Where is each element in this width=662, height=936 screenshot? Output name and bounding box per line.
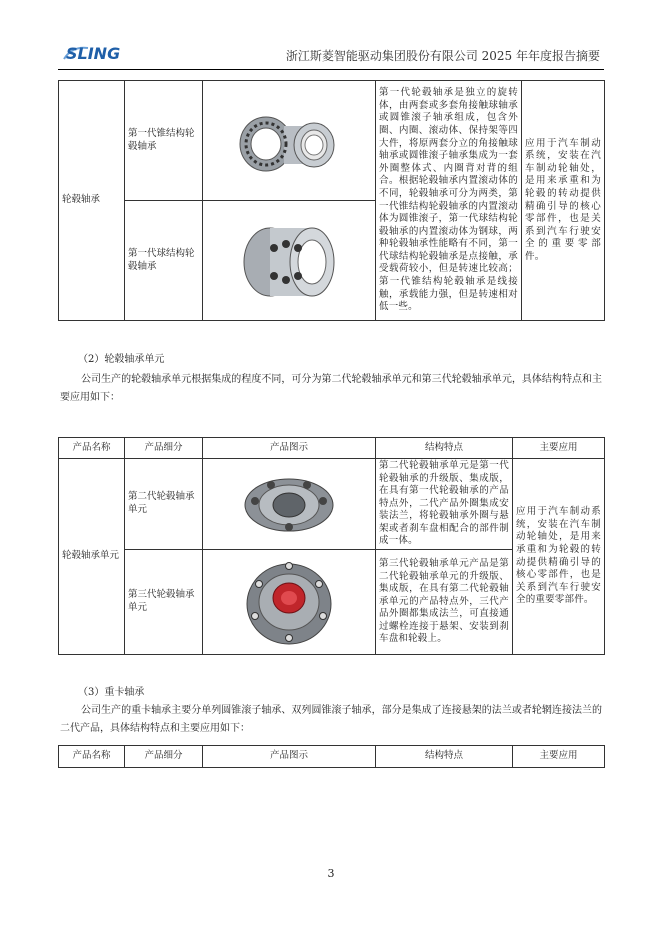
product-name-cell: 轮毂轴承 (59, 81, 125, 321)
structure-features-cell: 第二代轮毂轴承单元是第一代轮毂轴承的升级版、集成版，在具有第一代轮毂轴承的产品特点外，二代产品外圈集成安装法兰，将轮毂轴承外圈与悬架或者刹车盘相配合的部件制成一体。 (376, 459, 513, 550)
heavy-truck-bearing-table (58, 745, 605, 768)
header-subcategory: 产品细分 (125, 746, 203, 768)
ball-wheel-bearing-image (203, 201, 376, 321)
header-image: 产品图示 (203, 746, 376, 768)
header-product-name: 产品名称 (59, 746, 125, 768)
main-application-cell: 应用于汽车制动系统，安装在汽车制动轮轴处，是用来承重和为轮毂的转动提供精确引导的核心零部件，也是关系到汽车行驶安全的重要零部件。 (522, 81, 605, 321)
report-title: 浙江斯菱智能驱动集团股份有限公司 2025 年年度报告摘要 (285, 49, 600, 63)
tapered-wheel-bearing-image (203, 81, 376, 201)
header-structure: 结构特点 (376, 438, 513, 459)
gen2-hub-bearing-unit-image (203, 459, 376, 550)
svg-text:SLING: SLING (66, 44, 121, 62)
wheel-bearing-table (58, 80, 605, 321)
section-paragraph: 公司生产的轮毂轴承单元根据集成的程度不同，可分为第二代轮毂轴承单元和第三代轮毂轴承单元，具体结构特点和主要应用如下： (60, 374, 602, 403)
subcategory-cell: 第一代锥结构轮毂轴承 (125, 81, 203, 201)
header-image: 产品图示 (203, 438, 376, 459)
structure-features-cell: 第三代轮毂轴承单元产品是第二代轮毂轴承单元的升级版、集成版，在具有第二代轮毂轴承单元的产品特点外，三代产品外圈都集成法兰，可直接通过螺栓连接于悬架、安装到刹车盘和轮毂上。 (376, 550, 513, 655)
header-subcategory: 产品细分 (125, 438, 203, 459)
hub-bearing-unit-table (58, 437, 605, 655)
section-paragraph: 公司生产的重卡轴承主要分单列圆锥滚子轴承、双列圆锥滚子轴承，部分是集成了连接悬架的法兰或者轮辋连接法兰的二代产品，具体结构特点和主要应用如下： (60, 705, 602, 734)
product-name-cell: 轮毂轴承单元 (59, 459, 125, 655)
subcategory-cell: 第二代轮毂轴承单元 (125, 459, 203, 550)
company-logo (62, 44, 142, 62)
header-application: 主要应用 (513, 746, 605, 768)
gen3-hub-bearing-unit-image (203, 550, 376, 655)
header-application: 主要应用 (513, 438, 605, 459)
section-heading: （3）重卡轴承 (78, 687, 145, 698)
subcategory-cell: 第一代球结构轮毂轴承 (125, 201, 203, 321)
main-application-cell: 应用于汽车制动系统，安装在汽车制动轮轴处，是用来承重和为轮毂的转动提供精确引导的核心零部件，也是关系到汽车行驶安全的重要零部件。 (513, 459, 605, 655)
header-divider (58, 69, 604, 70)
subcategory-cell: 第三代轮毂轴承单元 (125, 550, 203, 655)
header-product-name: 产品名称 (59, 438, 125, 459)
header-structure: 结构特点 (376, 746, 513, 768)
structure-features-cell: 第一代轮毂轴承是独立的旋转体，由两套或多套角接触球轴承或圆锥滚子轴承组成，包含外圈、内圈、滚动体、保持架等四大件，将原两套分立的角接触球轴承或圆锥滚子轴承集成为一套外圈整体式、内圈背对背的组合。根据轮毂轴承内置滚动体的不同，轮毂轴承可分为两类，第一代锥结构轮毂轴承的内置滚动体为圆锥滚子，第一代球结构轮毂轴承的内置滚动体为钢球，两种轮毂轴承性能略有不同，第一代球结构轮毂轴承是点接触，承受载荷较小，但是转速比较高；第一代锥结构轮毂轴承是线接触，承载能力强，但是转速相对低一些。 (376, 81, 522, 321)
page-number: 3 (327, 867, 335, 880)
section-heading: （2）轮毂轴承单元 (78, 354, 165, 365)
